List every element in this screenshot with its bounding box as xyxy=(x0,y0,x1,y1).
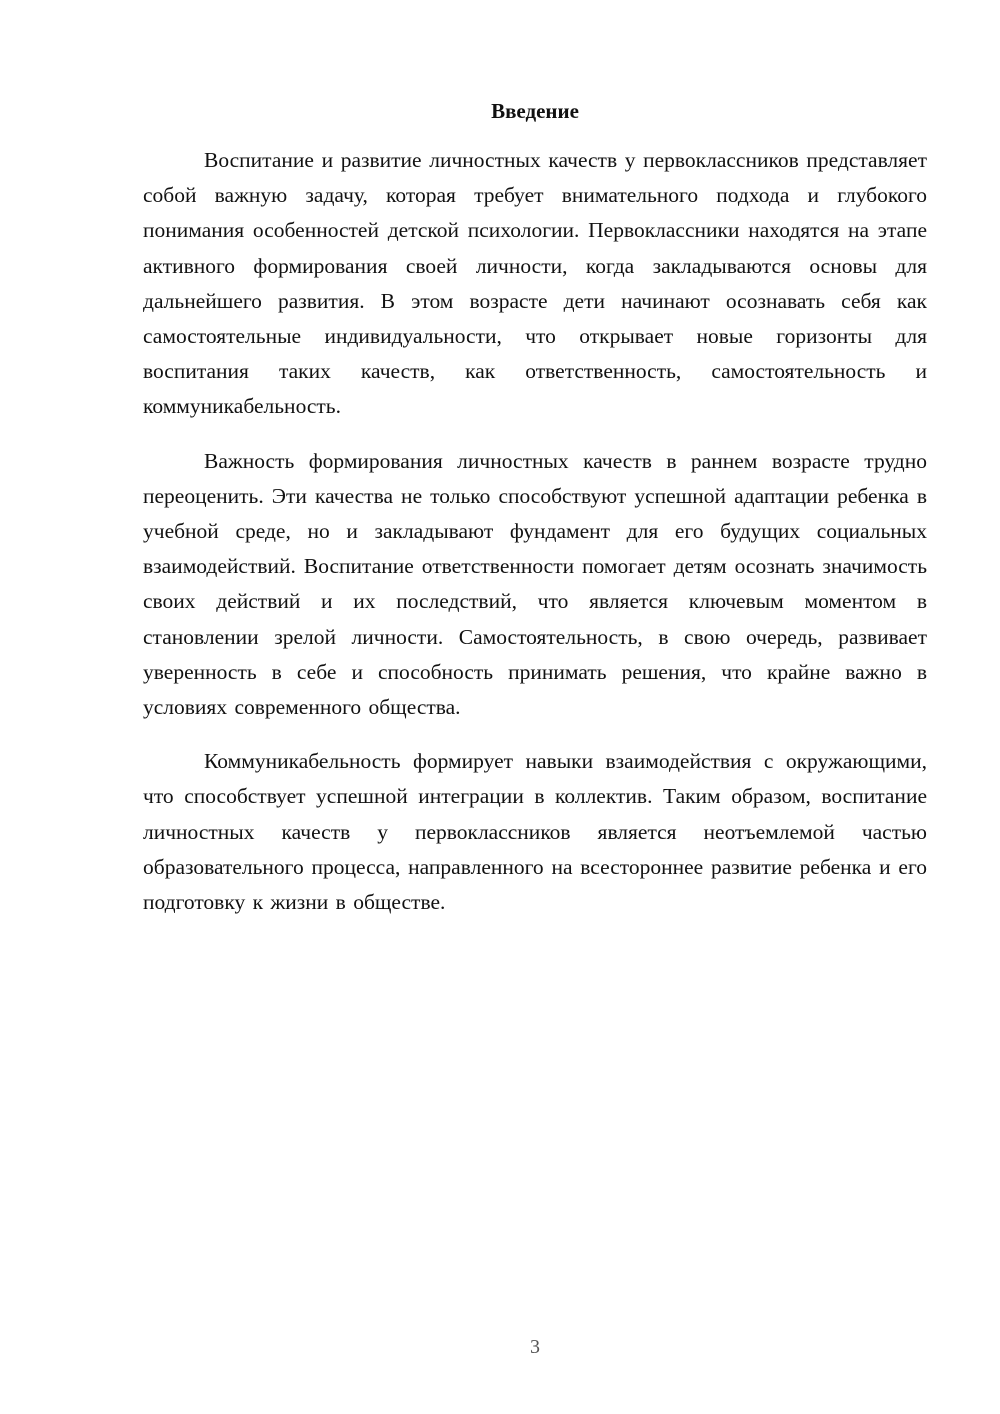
page-number: 3 xyxy=(530,1336,540,1358)
paragraph-2: Важность формирования личностных качеств в раннем возрасте трудно переоценить. Эти качества не только способствуют успешной адаптации ребенка в учебной среде, но и закладывают фундамент для его будущих социальных взаимодействий. Воспитание ответственности помогает детям осознать значимость своих действий и их последствий, что является ключевым моментом в становлении зрелой личности. Самостоятельность, в свою очередь, развивает уверенность в себе и способность принимать решения, что крайне важно в условиях современного общества. xyxy=(143,448,927,720)
paragraph-1: Воспитание и развитие личностных качеств у первоклассников представляет собой важную задачу, которая требует внимательного подхода и глубокого понимания особенностей детской психологии. Первоклассники находятся на этапе активного формирования своей личности, когда закладываются основы для дальнейшего развития. В этом возрасте дети начинают осознавать себя как самостоятельные индивидуальности, что открывает новые горизонты для воспитания таких качеств, как ответственность, самостоятельность и коммуникабельность. xyxy=(143,148,927,419)
paragraph-3: Коммуникабельность формирует навыки взаимодействия с окружающими, что способствует успешной интеграции в коллектив. Таким образом, воспитание личностных качеств у первоклассников является неотъемлемой частью образовательного процесса, направленного на всестороннее развитие ребенка и его подготовку к жизни в обществе. xyxy=(143,749,927,915)
section-title: Введение xyxy=(491,99,579,123)
body-text xyxy=(143,143,927,939)
